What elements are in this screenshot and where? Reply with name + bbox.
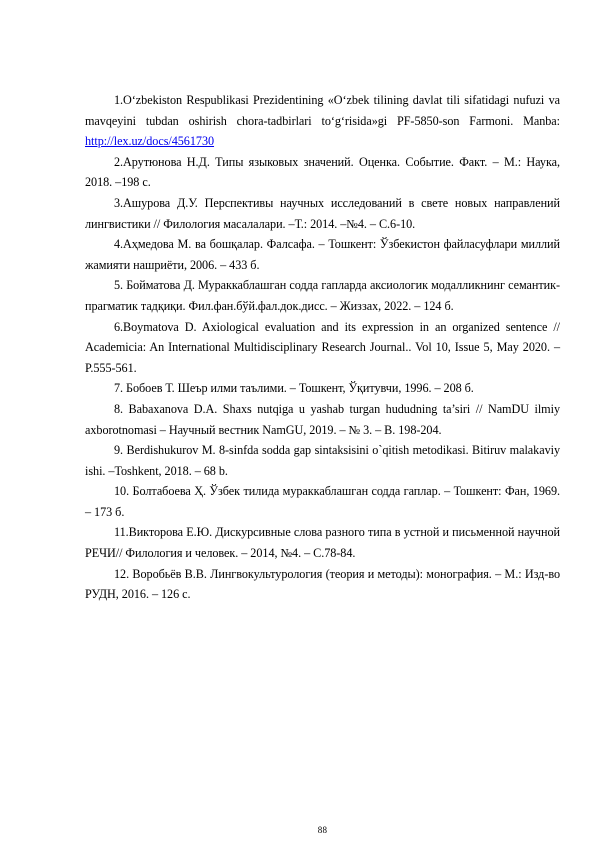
source-link[interactable]: http://lex.uz/docs/4561730: [85, 134, 215, 149]
reference-item-12: 12. Воробьёв В.В. Лингвокультурология (теория и методы): монография. – М.: Изд-во РУДН, 2016. – 126 с.: [85, 566, 560, 602]
reference-item-2: 2.Арутюнова Н.Д. Типы языковых значений. Оценка. Событие. Факт. – М.: Наука, 2018. –198 с.: [85, 154, 560, 190]
reference-item-11: 11.Викторова Е.Ю. Дискурсивные слова разного типа в устной и письменной научной РЕЧИ// Филология и человек. – 2014, №4. – С.78-84.: [85, 525, 560, 561]
reference-item-10: 10. Болтабоева Ҳ. Ўзбек тилида мураккаблашган содда гаплар. – Тошкент: Фан, 1969. – 173 б.: [85, 484, 560, 519]
page-number: 88: [317, 825, 328, 835]
reference-item-7: 7. Бобоев Т. Шеър илми таълими. – Тошкент, Ўқитувчи, 1996. – 208 б.: [114, 381, 474, 396]
reference-item-3: 3.Ашурова Д.У. Перспективы научных исследований в свете новых направлений лингвистики // Филология масалалари. –Т.: 2014. –№4. – С.6-10.: [85, 195, 560, 231]
reference-item-4: 4.Аҳмедова М. ва бошқалар. Фалсафа. – Тошкент: Ўзбекистон файласуфлари миллий жамияти нашриёти, 2006. – 433 б.: [85, 237, 560, 272]
reference-item-8: 8. Babaxanova D.A. Shaxs nutqiga u yashab turgan hududning ta’siri // NamDU ilmiy axborotnomasi – Научный вестник NamGU, 2019. – № 3. – B. 198-204.: [85, 401, 560, 437]
reference-text: 1.O‘zbekiston Respublikasi Prezidentining «O‘zbek tilining davlat tili sifatidagi nufuzi va mavqeyini tubdan oshirish chora-tadbirlari to‘g‘risida»gi PF-5850-son Farmoni. Manba:: [85, 93, 560, 128]
reference-list: [85, 90, 560, 605]
document-page: [85, 90, 560, 835]
reference-item-9: 9. Berdishukurov M. 8-sinfda sodda gap sintaksisini o`qitish metodikasi. Bitiruv malakaviy ishi. –Toshkent, 2018. – 68 b.: [85, 443, 560, 478]
reference-item-1: [85, 90, 560, 152]
reference-item-6: 6.Boymatova D. Axiological evaluation and its expression in an organized sentence // Academicia: An International Multidisciplinary Research Journal.. Vol 10, Issue 5, May 2020. – P.555-561.: [85, 319, 560, 375]
reference-item-5: 5. Бойматова Д. Мураккаблашган содда гапларда аксиологик модалликнинг семантик-прагматик тадқиқи. Фил.фан.бўй.фал.док.дисс. – Жиззах, 2022. – 124 б.: [85, 278, 560, 313]
